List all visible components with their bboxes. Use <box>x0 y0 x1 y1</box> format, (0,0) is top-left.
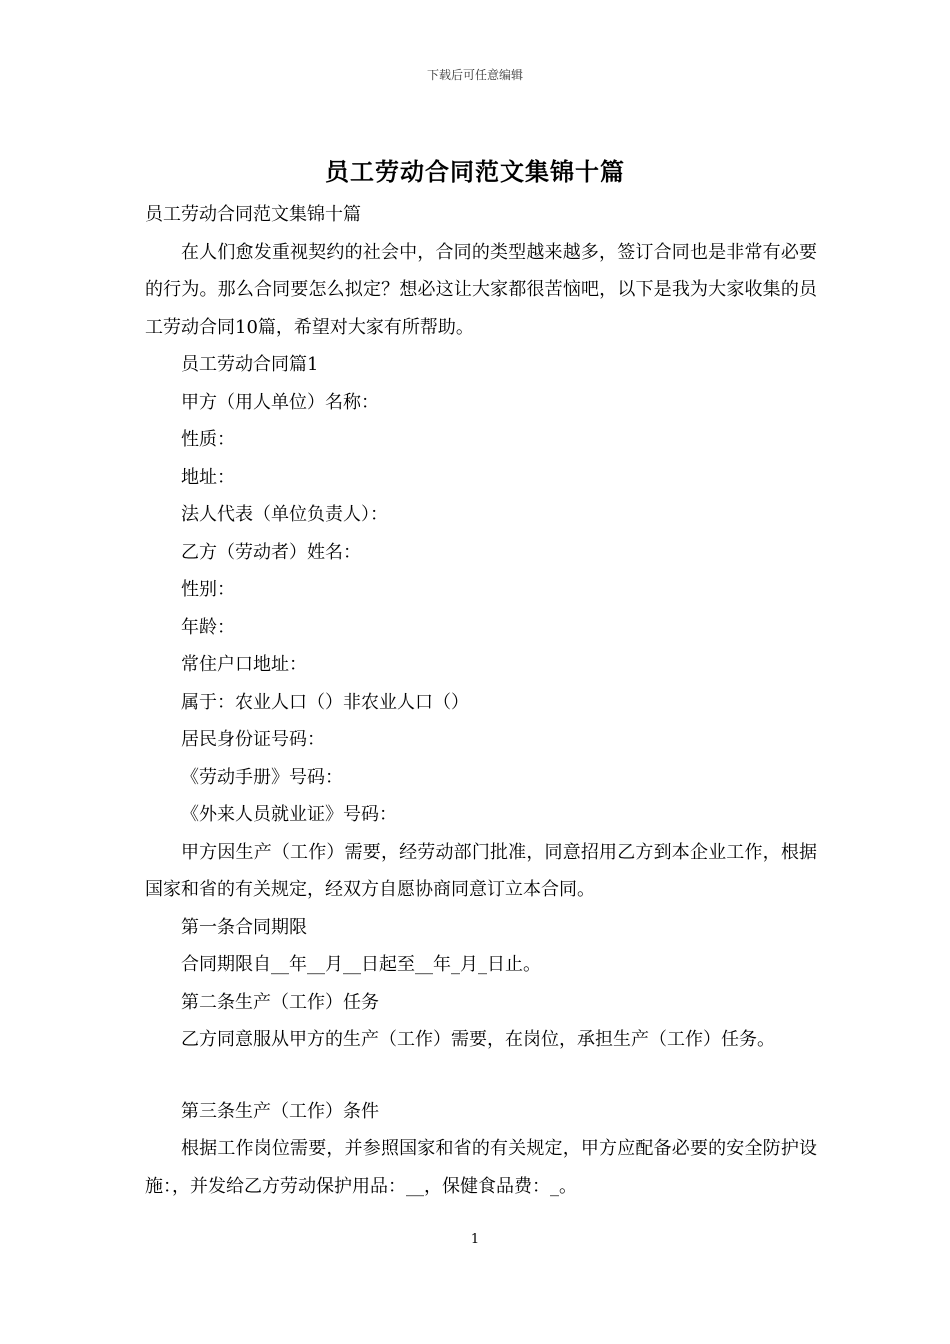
article-2-heading: 第二条生产（工作）任务 <box>181 991 379 1013</box>
article-3-heading: 第三条生产（工作）条件 <box>181 1100 379 1122</box>
field-household-type: 属于：农业人口（）非农业人口（） <box>181 691 469 713</box>
field-nature: 性质： <box>181 429 235 450</box>
field-permanent-address: 常住户口地址： <box>181 654 307 675</box>
field-employee-name: 乙方（劳动者）姓名： <box>181 541 361 563</box>
field-legal-representative: 法人代表（单位负责人）： <box>181 504 388 525</box>
field-address: 地址： <box>181 466 235 488</box>
page-header-note: 下载后可任意编辑 <box>426 68 523 82</box>
field-gender: 性别： <box>181 579 235 600</box>
field-employer-name: 甲方（用人单位）名称： <box>181 391 379 413</box>
article-3-body: 根据工作岗位需要，并参照国家和省的有关规定，甲方应配备必要的安全防护设施：，并发给乙方劳动保护用品：__，保健食品费：_。 <box>145 1138 817 1197</box>
article-1-heading: 第一条合同期限 <box>181 916 307 938</box>
intro-paragraph: 在人们愈发重视契约的社会中，合同的类型越来越多，签订合同也是非常有必要的行为。那么合同要怎么拟定？想必这让大家都很苦恼吧，以下是我为大家收集的员工劳动合同10篇，希望对大家有所帮助。 <box>145 241 817 338</box>
field-employment-permit-number: 《外来人员就业证》号码： <box>181 804 397 825</box>
document-title: 员工劳动合同范文集锦十篇 <box>325 157 625 186</box>
article-2-body: 乙方同意服从甲方的生产（工作）需要，在岗位，承担生产（工作）任务。 <box>181 1029 775 1050</box>
field-id-number: 居民身份证号码： <box>181 729 325 750</box>
article-1-body: 合同期限自__年__月__日起至__年_月_日止。 <box>181 954 541 975</box>
field-age: 年龄： <box>181 616 235 638</box>
field-labor-handbook-number: 《劳动手册》号码： <box>181 766 343 788</box>
subtitle-paragraph: 员工劳动合同范文集锦十篇 <box>145 204 361 225</box>
section-heading-contract-1: 员工劳动合同篇1 <box>181 354 319 375</box>
page-number: 1 <box>470 1232 480 1247</box>
document-body <box>145 196 817 1205</box>
preamble-paragraph: 甲方因生产（工作）需要，经劳动部门批准，同意招用乙方到本企业工作，根据国家和省的有关规定，经双方自愿协商同意订立本合同。 <box>145 841 817 900</box>
